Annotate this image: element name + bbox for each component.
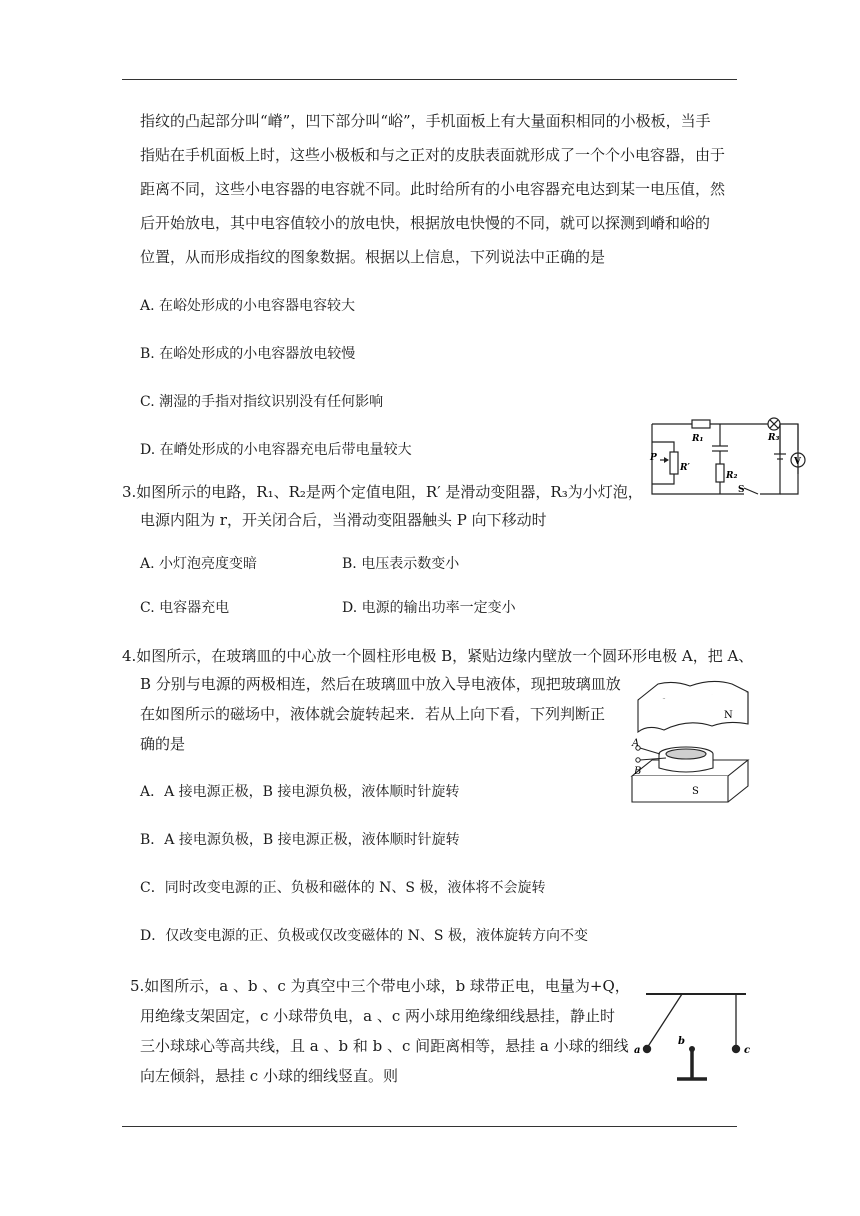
stem-line: 后开始放电，其中电容值较小的放电快，根据放电快慢的不同，就可以探测到嵴和峪的 xyxy=(140,214,711,232)
q3-option-c: C. 电容器充电 xyxy=(140,600,230,616)
q4-option-d: D．仅改变电源的正、负极或仅改变磁体的 N、S 极，液体旋转方向不变 xyxy=(140,928,588,944)
q2-option-c: C. 潮湿的手指对指纹识别没有任何影响 xyxy=(140,394,384,410)
q2-option-d: D. 在嵴处形成的小电容器充电后带电量较大 xyxy=(140,442,412,458)
charged-spheres-diagram xyxy=(632,986,752,1096)
stem-line: 指纹的凸起部分叫“嵴”，凹下部分叫“峪”，手机面板上有大量面积相同的小极板，当手 xyxy=(140,112,711,130)
q4-option-a: A．A 接电源正极，B 接电源负极，液体顺时针旋转 xyxy=(140,784,460,800)
q3-stem-line-1: 3.如图所示的电路，R₁、R₂是两个定值电阻，R′ 是滑动变阻器，R₃为小灯泡， xyxy=(122,483,643,501)
header-rule xyxy=(122,79,737,80)
label-b: B xyxy=(634,766,642,777)
label-a: A xyxy=(632,738,640,749)
label-ball-a: a xyxy=(634,1045,641,1056)
q4-stem-line-2: B 分别与电源的两极相连，然后在玻璃皿中放入导电液体，现把玻璃皿放 xyxy=(140,675,621,693)
label-n: N xyxy=(724,710,733,721)
label-p: P xyxy=(650,453,657,463)
q3-option-b: B. 电压表示数变小 xyxy=(342,556,460,572)
q3-option-d: D. 电源的输出功率一定变小 xyxy=(342,600,516,616)
label-rprime: R′ xyxy=(680,463,690,473)
q4-stem-line-1: 4.如图所示，在玻璃皿的中心放一个圆柱形电极 B，紧贴边缘内壁放一个圆环形电极 A，把 A、 xyxy=(122,647,754,665)
stem-line: 位置，从而形成指纹的图象数据。根据以上信息，下列说法中正确的是 xyxy=(140,248,606,266)
stem-line: 距离不同，这些小电容器的电容就不同。此时给所有的小电容器充电达到某一电压值，然 xyxy=(140,180,726,198)
question-2-stem xyxy=(140,111,726,281)
q4-option-b: B．A 接电源负极，B 接电源正极，液体顺时针旋转 xyxy=(140,832,460,848)
q5-stem-line-1: 5.如图所示，a 、b 、c 为真空中三个带电小球，b 球带正电，电量为+Q， xyxy=(130,977,630,995)
label-ball-c: c xyxy=(744,1045,751,1056)
label-r2: R₂ xyxy=(726,471,738,481)
q4-stem-line-4: 确的是 xyxy=(140,735,186,753)
q3-option-a: A. 小灯泡亮度变暗 xyxy=(140,556,258,572)
label-ball-b: b xyxy=(678,1036,685,1047)
q5-stem-line-3: 三小球球心等高共线，且 a 、b 和 b 、c 间距离相等，悬挂 a 小球的细线 xyxy=(140,1037,629,1055)
stem-line: 指贴在手机面板上时，这些小极板和与之正对的皮肤表面就形成了一个个小电容器，由于 xyxy=(140,146,726,164)
label-s-pole: S xyxy=(692,786,699,797)
q5-stem-line-2: 用绝缘支架固定，c 小球带负电，a 、c 两小球用绝缘细线悬挂，静止时 xyxy=(140,1007,616,1025)
q5-stem-line-4: 向左倾斜，悬挂 c 小球的细线竖直。则 xyxy=(140,1067,398,1085)
label-r1: R₁ xyxy=(692,434,704,444)
label-s: S xyxy=(738,485,745,495)
q3-stem-line-2: 电源内阻为 r，开关闭合后，当滑动变阻器触头 P 向下移动时 xyxy=(140,511,547,529)
footer-rule xyxy=(122,1126,737,1127)
q4-stem-line-3: 在如图所示的磁场中，液体就会旋转起来．若从上向下看，下列判断正 xyxy=(140,705,606,723)
label-r3: R₃ xyxy=(768,433,780,443)
magnet-dish-diagram xyxy=(628,680,754,820)
label-v: V xyxy=(794,457,801,467)
circuit-diagram xyxy=(640,410,810,502)
q4-option-c: C．同时改变电源的正、负极和磁体的 N、S 极，液体将不会旋转 xyxy=(140,880,546,896)
q2-option-b: B. 在峪处形成的小电容器放电较慢 xyxy=(140,346,356,362)
q2-option-a: A. 在峪处形成的小电容器电容较大 xyxy=(140,298,356,314)
